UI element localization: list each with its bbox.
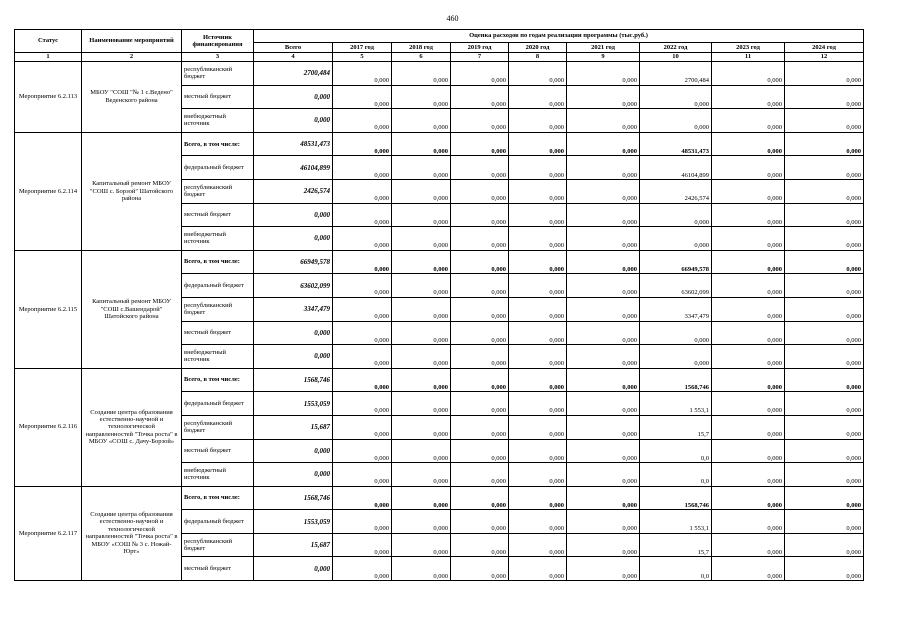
year-value-cell: 0,000: [392, 557, 451, 581]
funding-source-cell: республиканский бюджет: [182, 415, 254, 439]
status-cell: Мероприятие 6.2.115: [15, 250, 82, 368]
year-value-cell: 0,000: [509, 203, 567, 227]
year-value-cell: 0,000: [451, 557, 509, 581]
measure-name-cell: Создание центра образования естественно-научной и технологической направленностей "Точка роста" в МБОУ «СОШ с. Дачу-Борзой»: [82, 368, 182, 486]
year-value-cell: 0,000: [785, 274, 864, 298]
year-value-cell: 0,0: [640, 557, 712, 581]
table-row: [15, 132, 864, 156]
year-value-cell: 0,000: [712, 250, 785, 274]
total-value-cell: 0,000: [254, 439, 333, 463]
year-value-cell: 0,000: [333, 179, 392, 203]
funding-source-cell: федеральный бюджет: [182, 510, 254, 534]
year-value-cell: 0,000: [785, 439, 864, 463]
year-value-cell: 0,000: [333, 321, 392, 345]
year-value-cell: 0,000: [451, 109, 509, 133]
year-value-cell: 0,0: [640, 439, 712, 463]
year-value-cell: 0,000: [785, 463, 864, 487]
year-value-cell: 15,7: [640, 533, 712, 557]
year-value-cell: 0,000: [509, 345, 567, 369]
year-value-cell: 0,000: [567, 368, 640, 392]
year-value-cell: 0,000: [392, 179, 451, 203]
year-value-cell: 0,000: [712, 368, 785, 392]
funding-source-cell: республиканский бюджет: [182, 179, 254, 203]
column-number: 7: [451, 53, 509, 62]
year-value-cell: 0,000: [509, 85, 567, 109]
year-value-cell: 0,000: [712, 85, 785, 109]
column-number: 8: [509, 53, 567, 62]
funding-source-cell: Всего, в том числе:: [182, 486, 254, 510]
year-value-cell: 0,000: [567, 179, 640, 203]
header-year: 2018 год: [392, 43, 451, 53]
year-value-cell: 0,000: [392, 368, 451, 392]
year-value-cell: 1568,746: [640, 486, 712, 510]
year-value-cell: 0,000: [712, 510, 785, 534]
year-value-cell: 0,000: [392, 533, 451, 557]
total-value-cell: 46104,899: [254, 156, 333, 180]
year-value-cell: 0,000: [333, 510, 392, 534]
year-value-cell: 0,000: [392, 132, 451, 156]
year-value-cell: 0,000: [509, 179, 567, 203]
total-value-cell: 1568,746: [254, 368, 333, 392]
funding-source-cell: республиканский бюджет: [182, 297, 254, 321]
column-number: 3: [182, 53, 254, 62]
funding-source-cell: внебюджетный источник: [182, 345, 254, 369]
year-value-cell: 0,000: [712, 297, 785, 321]
funding-source-cell: местный бюджет: [182, 203, 254, 227]
year-value-cell: 0,000: [333, 557, 392, 581]
year-value-cell: 0,000: [785, 533, 864, 557]
year-value-cell: 0,000: [509, 368, 567, 392]
total-value-cell: 3347,479: [254, 297, 333, 321]
year-value-cell: 0,000: [712, 463, 785, 487]
year-value-cell: 0,000: [712, 203, 785, 227]
year-value-cell: 0,000: [392, 297, 451, 321]
year-value-cell: 0,000: [567, 392, 640, 416]
header-source: Источник финансирования: [182, 30, 254, 53]
header-year: 2017 год: [333, 43, 392, 53]
year-value-cell: 0,000: [712, 415, 785, 439]
year-value-cell: 0,000: [712, 132, 785, 156]
header-status: Статус: [15, 30, 82, 53]
year-value-cell: 0,000: [567, 463, 640, 487]
year-value-cell: 0,000: [509, 533, 567, 557]
measure-name-cell: Капитальный ремонт МБОУ "СОШ с.Вашендарой" Шатойского района: [82, 250, 182, 368]
year-value-cell: 0,000: [785, 203, 864, 227]
year-value-cell: 0,000: [392, 250, 451, 274]
year-value-cell: 0,000: [785, 62, 864, 86]
year-value-cell: 2700,484: [640, 62, 712, 86]
total-value-cell: 15,687: [254, 415, 333, 439]
year-value-cell: 0,000: [785, 415, 864, 439]
total-value-cell: 0,000: [254, 463, 333, 487]
year-value-cell: 0,000: [712, 227, 785, 251]
measure-name-cell: МБОУ "СОШ "№ 1 с.Ведено" Веденского района: [82, 62, 182, 133]
year-value-cell: 0,000: [451, 463, 509, 487]
funding-source-cell: федеральный бюджет: [182, 156, 254, 180]
total-value-cell: 0,000: [254, 85, 333, 109]
year-value-cell: 0,000: [333, 85, 392, 109]
year-value-cell: 0,000: [712, 274, 785, 298]
year-value-cell: 0,000: [451, 321, 509, 345]
year-value-cell: 0,000: [567, 510, 640, 534]
year-value-cell: 0,000: [712, 345, 785, 369]
year-value-cell: 0,000: [567, 227, 640, 251]
year-value-cell: 0,000: [333, 533, 392, 557]
year-value-cell: 0,000: [392, 392, 451, 416]
year-value-cell: 0,000: [509, 321, 567, 345]
year-value-cell: 66949,578: [640, 250, 712, 274]
year-value-cell: 0,000: [392, 510, 451, 534]
year-value-cell: 0,000: [451, 439, 509, 463]
total-value-cell: 63602,099: [254, 274, 333, 298]
year-value-cell: 0,000: [640, 345, 712, 369]
column-number: 10: [640, 53, 712, 62]
year-value-cell: 0,000: [333, 439, 392, 463]
year-value-cell: 0,000: [451, 392, 509, 416]
total-value-cell: 1553,059: [254, 510, 333, 534]
year-value-cell: 0,000: [333, 345, 392, 369]
total-value-cell: 15,687: [254, 533, 333, 557]
year-value-cell: 0,000: [333, 109, 392, 133]
year-value-cell: 0,000: [785, 227, 864, 251]
year-value-cell: 0,000: [392, 62, 451, 86]
measure-name-cell: Капитальный ремонт МБОУ "СОШ с. Борзой" Шатойского района: [82, 132, 182, 250]
year-value-cell: 0,000: [509, 274, 567, 298]
year-value-cell: 0,000: [451, 62, 509, 86]
year-value-cell: 0,000: [451, 415, 509, 439]
year-value-cell: 0,000: [509, 557, 567, 581]
year-value-cell: 0,000: [451, 345, 509, 369]
year-value-cell: 0,000: [785, 368, 864, 392]
year-value-cell: 0,000: [785, 250, 864, 274]
expense-table: [14, 29, 864, 581]
column-number: 2: [82, 53, 182, 62]
funding-source-cell: внебюджетный источник: [182, 109, 254, 133]
funding-source-cell: местный бюджет: [182, 85, 254, 109]
year-value-cell: 0,000: [392, 415, 451, 439]
header-year: 2020 год: [509, 43, 567, 53]
year-value-cell: 0,000: [567, 486, 640, 510]
year-value-cell: 0,000: [785, 132, 864, 156]
page-number: 460: [446, 14, 459, 23]
funding-source-cell: местный бюджет: [182, 439, 254, 463]
year-value-cell: 15,7: [640, 415, 712, 439]
year-value-cell: 0,000: [785, 486, 864, 510]
year-value-cell: 0,000: [392, 439, 451, 463]
year-value-cell: 0,000: [712, 321, 785, 345]
year-value-cell: 0,000: [451, 510, 509, 534]
year-value-cell: 0,000: [451, 227, 509, 251]
year-value-cell: 0,000: [712, 179, 785, 203]
funding-source-cell: Всего, в том числе:: [182, 368, 254, 392]
year-value-cell: 0,000: [392, 463, 451, 487]
year-value-cell: 0,000: [451, 203, 509, 227]
year-value-cell: 0,000: [640, 109, 712, 133]
year-value-cell: 0,000: [451, 132, 509, 156]
year-value-cell: 0,000: [509, 392, 567, 416]
year-value-cell: 0,000: [640, 321, 712, 345]
status-cell: Мероприятие 6.2.113: [15, 62, 82, 133]
table-body: [15, 62, 864, 581]
funding-source-cell: республиканский бюджет: [182, 62, 254, 86]
year-value-cell: 0,000: [509, 486, 567, 510]
year-value-cell: 0,000: [567, 274, 640, 298]
header-year: Всего: [254, 43, 333, 53]
funding-source-cell: внебюджетный источник: [182, 463, 254, 487]
year-value-cell: 0,000: [333, 463, 392, 487]
year-value-cell: 0,000: [509, 132, 567, 156]
year-value-cell: 0,000: [333, 368, 392, 392]
header-year: 2023 год: [712, 43, 785, 53]
column-number: 12: [785, 53, 864, 62]
year-value-cell: 48531,473: [640, 132, 712, 156]
year-value-cell: 63602,099: [640, 274, 712, 298]
year-value-cell: 0,000: [712, 109, 785, 133]
year-value-cell: 0,000: [640, 227, 712, 251]
year-value-cell: 0,000: [333, 203, 392, 227]
year-value-cell: 0,000: [785, 557, 864, 581]
year-value-cell: 0,000: [567, 415, 640, 439]
funding-source-cell: местный бюджет: [182, 557, 254, 581]
year-value-cell: 0,000: [509, 250, 567, 274]
year-value-cell: 0,000: [509, 297, 567, 321]
year-value-cell: 0,000: [785, 85, 864, 109]
year-value-cell: 0,000: [712, 439, 785, 463]
year-value-cell: 0,000: [451, 486, 509, 510]
funding-source-cell: Всего, в том числе:: [182, 132, 254, 156]
funding-source-cell: местный бюджет: [182, 321, 254, 345]
year-value-cell: 0,000: [712, 62, 785, 86]
year-value-cell: 0,000: [785, 321, 864, 345]
year-value-cell: 1 553,1: [640, 510, 712, 534]
year-value-cell: 0,000: [567, 345, 640, 369]
year-value-cell: 0,000: [509, 463, 567, 487]
year-value-cell: 0,0: [640, 463, 712, 487]
year-value-cell: 46104,899: [640, 156, 712, 180]
funding-source-cell: республиканский бюджет: [182, 533, 254, 557]
year-value-cell: 0,000: [451, 156, 509, 180]
table-row: [15, 62, 864, 86]
year-value-cell: 1 553,1: [640, 392, 712, 416]
year-value-cell: 0,000: [567, 321, 640, 345]
year-value-cell: 0,000: [567, 533, 640, 557]
year-value-cell: 0,000: [785, 179, 864, 203]
year-value-cell: 0,000: [712, 557, 785, 581]
year-value-cell: 0,000: [392, 345, 451, 369]
total-value-cell: 0,000: [254, 557, 333, 581]
column-number: 9: [567, 53, 640, 62]
year-value-cell: 0,000: [333, 156, 392, 180]
year-value-cell: 0,000: [392, 227, 451, 251]
year-value-cell: 1568,746: [640, 368, 712, 392]
column-number: 6: [392, 53, 451, 62]
total-value-cell: 0,000: [254, 109, 333, 133]
year-value-cell: 0,000: [785, 510, 864, 534]
year-value-cell: 3347,479: [640, 297, 712, 321]
year-value-cell: 0,000: [509, 227, 567, 251]
total-value-cell: 0,000: [254, 203, 333, 227]
year-value-cell: 0,000: [640, 203, 712, 227]
year-value-cell: 0,000: [333, 250, 392, 274]
funding-source-cell: Всего, в том числе:: [182, 250, 254, 274]
funding-source-cell: федеральный бюджет: [182, 274, 254, 298]
total-value-cell: 0,000: [254, 345, 333, 369]
year-value-cell: 0,000: [567, 62, 640, 86]
table-row: [15, 486, 864, 510]
total-value-cell: 1553,059: [254, 392, 333, 416]
year-value-cell: 0,000: [333, 227, 392, 251]
year-value-cell: 0,000: [785, 345, 864, 369]
year-value-cell: 0,000: [392, 486, 451, 510]
year-value-cell: 0,000: [509, 415, 567, 439]
total-value-cell: 2700,484: [254, 62, 333, 86]
header-year: 2022 год: [640, 43, 712, 53]
year-value-cell: 0,000: [509, 62, 567, 86]
table-row: [15, 250, 864, 274]
year-value-cell: 0,000: [333, 132, 392, 156]
year-value-cell: 0,000: [333, 415, 392, 439]
year-value-cell: 0,000: [567, 156, 640, 180]
year-value-cell: 0,000: [451, 179, 509, 203]
column-number: 11: [712, 53, 785, 62]
year-value-cell: 0,000: [509, 109, 567, 133]
year-value-cell: 0,000: [567, 85, 640, 109]
year-value-cell: 0,000: [567, 250, 640, 274]
year-value-cell: 0,000: [333, 62, 392, 86]
year-value-cell: 0,000: [567, 132, 640, 156]
year-value-cell: 0,000: [567, 203, 640, 227]
column-number: 5: [333, 53, 392, 62]
year-value-cell: 0,000: [712, 486, 785, 510]
total-value-cell: 2426,574: [254, 179, 333, 203]
total-value-cell: 0,000: [254, 321, 333, 345]
year-value-cell: 0,000: [509, 510, 567, 534]
column-number: 4: [254, 53, 333, 62]
year-value-cell: 0,000: [567, 297, 640, 321]
status-cell: Мероприятие 6.2.117: [15, 486, 82, 580]
header-year: 2021 год: [567, 43, 640, 53]
year-value-cell: 0,000: [451, 274, 509, 298]
year-value-cell: 2426,574: [640, 179, 712, 203]
year-value-cell: 0,000: [333, 392, 392, 416]
year-value-cell: 0,000: [640, 85, 712, 109]
year-value-cell: 0,000: [333, 486, 392, 510]
year-value-cell: 0,000: [785, 297, 864, 321]
year-value-cell: 0,000: [712, 533, 785, 557]
funding-source-cell: федеральный бюджет: [182, 392, 254, 416]
year-value-cell: 0,000: [333, 274, 392, 298]
column-number: 1: [15, 53, 82, 62]
year-value-cell: 0,000: [509, 156, 567, 180]
total-value-cell: 48531,473: [254, 132, 333, 156]
measure-name-cell: Создание центра образования естественно-научной и технологической направленностей "Точка роста" в МБОУ «СОШ № 3 с. Ножай-Юрт»: [82, 486, 182, 580]
table-row: [15, 368, 864, 392]
year-value-cell: 0,000: [333, 297, 392, 321]
year-value-cell: 0,000: [392, 203, 451, 227]
header-year: 2019 год: [451, 43, 509, 53]
year-value-cell: 0,000: [392, 156, 451, 180]
header-name: Наименование мероприятий: [82, 30, 182, 53]
year-value-cell: 0,000: [509, 439, 567, 463]
year-value-cell: 0,000: [451, 250, 509, 274]
year-value-cell: 0,000: [392, 274, 451, 298]
year-value-cell: 0,000: [785, 109, 864, 133]
year-value-cell: 0,000: [712, 156, 785, 180]
year-value-cell: 0,000: [567, 109, 640, 133]
status-cell: Мероприятие 6.2.114: [15, 132, 82, 250]
year-value-cell: 0,000: [785, 392, 864, 416]
funding-source-cell: внебюджетный источник: [182, 227, 254, 251]
year-value-cell: 0,000: [451, 533, 509, 557]
year-value-cell: 0,000: [451, 368, 509, 392]
header-estimate: Оценка расходов по годам реализации программы (тыс.руб.): [254, 30, 864, 43]
total-value-cell: 1568,746: [254, 486, 333, 510]
header-year: 2024 год: [785, 43, 864, 53]
year-value-cell: 0,000: [712, 392, 785, 416]
year-value-cell: 0,000: [567, 557, 640, 581]
total-value-cell: 0,000: [254, 227, 333, 251]
year-value-cell: 0,000: [451, 297, 509, 321]
year-value-cell: 0,000: [785, 156, 864, 180]
year-value-cell: 0,000: [451, 85, 509, 109]
year-value-cell: 0,000: [392, 109, 451, 133]
year-value-cell: 0,000: [392, 85, 451, 109]
year-value-cell: 0,000: [567, 439, 640, 463]
total-value-cell: 66949,578: [254, 250, 333, 274]
status-cell: Мероприятие 6.2.116: [15, 368, 82, 486]
year-value-cell: 0,000: [392, 321, 451, 345]
